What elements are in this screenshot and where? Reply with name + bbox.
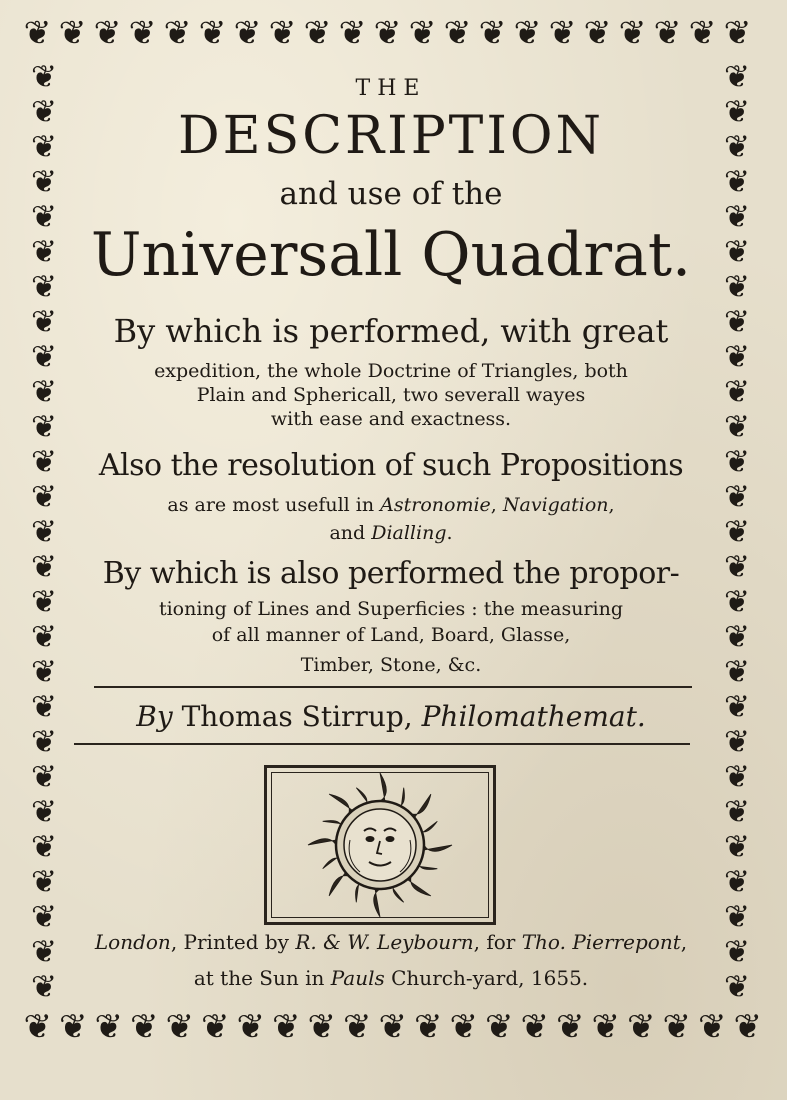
fleuron-icon: ❦ <box>338 13 367 52</box>
fleuron-icon: ❦ <box>733 1007 762 1047</box>
title-and-use: and use of the <box>279 176 503 212</box>
fleuron-icon: ❦ <box>723 13 752 52</box>
imprint-comma: , <box>680 930 688 954</box>
fleuron-icon: ❦ <box>130 1007 159 1047</box>
title-page-content <box>74 62 708 1002</box>
fleuron-icon: ❦ <box>724 479 750 515</box>
fleuron-icon: ❦ <box>548 13 577 52</box>
fleuron-icon: ❦ <box>31 934 57 970</box>
fleuron-icon: ❦ <box>485 1007 514 1047</box>
fleuron-icon: ❦ <box>31 794 57 830</box>
body-line-6-text: as are most usefull in <box>167 494 381 516</box>
divider-rule-bottom <box>74 743 690 745</box>
fleuron-icon: ❦ <box>31 94 57 130</box>
sun-ray <box>375 773 387 803</box>
fleuron-icon: ❦ <box>583 13 612 52</box>
fleuron-icon: ❦ <box>724 444 750 480</box>
body-line-9: tioning of Lines and Superficies : the measuring <box>158 598 624 620</box>
author-line <box>74 700 708 733</box>
fleuron-icon: ❦ <box>724 759 750 795</box>
fleuron-icon: ❦ <box>724 654 750 690</box>
fleuron-icon: ❦ <box>724 339 750 375</box>
fleuron-icon: ❦ <box>556 1007 585 1047</box>
fleuron-icon: ❦ <box>31 899 57 935</box>
fleuron-icon: ❦ <box>408 13 437 52</box>
imprint-printers: R. & W. Leybourn <box>295 930 474 954</box>
ornamental-border-top <box>20 10 755 62</box>
title-quadrat: Universall Quadrat. <box>90 220 692 290</box>
divider-rule-top <box>94 686 692 688</box>
fleuron-icon: ❦ <box>59 1007 88 1047</box>
imprint-churchyard: Church-yard, 1655. <box>384 966 589 990</box>
fleuron-icon: ❦ <box>724 304 750 340</box>
fleuron-icon: ❦ <box>520 1007 549 1047</box>
fleuron-icon: ❦ <box>31 724 57 760</box>
fleuron-icon: ❦ <box>272 1007 301 1047</box>
fleuron-icon: ❦ <box>724 199 750 235</box>
fleuron-icon: ❦ <box>591 1007 620 1047</box>
fleuron-icon: ❦ <box>31 654 57 690</box>
body-line-10: of all manner of Land, Board, Glasse, <box>211 624 571 646</box>
fleuron-icon: ❦ <box>31 549 57 585</box>
fleuron-icon: ❦ <box>31 304 57 340</box>
fleuron-icon: ❦ <box>662 1007 691 1047</box>
fleuron-icon: ❦ <box>128 13 157 52</box>
fleuron-icon: ❦ <box>303 13 332 52</box>
fleuron-icon: ❦ <box>618 13 647 52</box>
imprint-at-sun: at the Sun in <box>193 966 331 990</box>
fleuron-icon: ❦ <box>31 619 57 655</box>
fleuron-icon: ❦ <box>307 1007 336 1047</box>
fleuron-icon: ❦ <box>478 13 507 52</box>
body-line-3: Plain and Sphericall, two severall wayes <box>196 384 586 406</box>
fleuron-icon: ❦ <box>688 13 717 52</box>
sun-ray <box>374 887 386 917</box>
fleuron-icon: ❦ <box>724 62 750 95</box>
fleuron-icon: ❦ <box>31 444 57 480</box>
sun-printer-device <box>264 765 496 925</box>
sun-ray <box>308 839 338 851</box>
fleuron-icon: ❦ <box>31 759 57 795</box>
fleuron-icon: ❦ <box>724 374 750 410</box>
fleuron-icon: ❦ <box>31 374 57 410</box>
fleuron-icon: ❦ <box>724 794 750 830</box>
body-line-7 <box>74 522 708 544</box>
fleuron-icon: ❦ <box>724 689 750 725</box>
fleuron-icon: ❦ <box>165 1007 194 1047</box>
fleuron-icon: ❦ <box>513 13 542 52</box>
fleuron-icon: ❦ <box>163 13 192 52</box>
fleuron-icon: ❦ <box>443 13 472 52</box>
fleuron-icon: ❦ <box>724 164 750 200</box>
author-name: Thomas Stirrup, <box>181 700 422 733</box>
fleuron-icon: ❦ <box>31 689 57 725</box>
fleuron-icon: ❦ <box>201 1007 230 1047</box>
body-line-5: Also the resolution of such Propositions <box>98 448 684 483</box>
fleuron-icon: ❦ <box>31 864 57 900</box>
fleuron-icon: ❦ <box>31 409 57 445</box>
fleuron-icon: ❦ <box>31 269 57 305</box>
fleuron-icon: ❦ <box>23 1007 52 1047</box>
fleuron-icon: ❦ <box>94 1007 123 1047</box>
fleuron-icon: ❦ <box>233 13 262 52</box>
fleuron-icon: ❦ <box>724 549 750 585</box>
imprint-line-2 <box>74 966 708 990</box>
navigation-text: Navigation <box>502 494 609 516</box>
fleuron-icon: ❦ <box>724 864 750 900</box>
fleuron-icon: ❦ <box>724 94 750 130</box>
ornamental-border-left <box>18 62 70 1002</box>
fleuron-icon: ❦ <box>31 164 57 200</box>
fleuron-icon: ❦ <box>449 1007 478 1047</box>
title-the: THE <box>355 76 427 101</box>
fleuron-icon: ❦ <box>724 934 750 970</box>
fleuron-icon: ❦ <box>724 584 750 620</box>
author-by: By <box>136 700 182 733</box>
fleuron-icon: ❦ <box>31 969 57 1002</box>
dialling-text: Dialling <box>371 522 447 544</box>
imprint-london: London <box>94 930 171 954</box>
fleuron-icon: ❦ <box>198 13 227 52</box>
fleuron-icon: ❦ <box>724 129 750 165</box>
fleuron-icon: ❦ <box>724 724 750 760</box>
fleuron-icon: ❦ <box>58 13 87 52</box>
sun-ray <box>422 840 452 852</box>
fleuron-icon: ❦ <box>31 129 57 165</box>
body-line-1: By which is performed, with great <box>113 312 669 350</box>
fleuron-icon: ❦ <box>724 514 750 550</box>
body-line-2: expedition, the whole Doctrine of Triangles, both <box>154 360 628 382</box>
fleuron-icon: ❦ <box>23 13 52 52</box>
fleuron-icon: ❦ <box>724 969 750 1002</box>
fleuron-icon: ❦ <box>31 514 57 550</box>
body-line-8: By which is also performed the propor- <box>102 556 680 591</box>
period-text: . <box>446 522 453 544</box>
fleuron-icon: ❦ <box>698 1007 727 1047</box>
fleuron-icon: ❦ <box>31 62 57 95</box>
fleuron-icon: ❦ <box>236 1007 265 1047</box>
ornamental-border-right <box>708 62 766 1002</box>
body-line-6 <box>74 494 708 516</box>
fleuron-icon: ❦ <box>724 829 750 865</box>
comma-text: , <box>490 494 503 516</box>
title-description: DESCRIPTION <box>177 106 605 166</box>
ornamental-border-bottom <box>20 1002 765 1060</box>
fleuron-icon: ❦ <box>343 1007 372 1047</box>
imprint-line-1 <box>74 930 708 954</box>
fleuron-icon: ❦ <box>414 1007 443 1047</box>
fleuron-icon: ❦ <box>653 13 682 52</box>
imprint-for: , for <box>473 930 522 954</box>
body-line-7-text: and <box>329 522 372 544</box>
fleuron-icon: ❦ <box>724 899 750 935</box>
fleuron-icon: ❦ <box>31 234 57 270</box>
fleuron-icon: ❦ <box>31 339 57 375</box>
fleuron-icon: ❦ <box>93 13 122 52</box>
fleuron-icon: ❦ <box>378 1007 407 1047</box>
fleuron-icon: ❦ <box>724 234 750 270</box>
fleuron-icon: ❦ <box>724 269 750 305</box>
body-line-11: Timber, Stone, &c. <box>300 654 482 676</box>
comma-text: , <box>608 494 615 516</box>
fleuron-icon: ❦ <box>627 1007 656 1047</box>
fleuron-icon: ❦ <box>724 409 750 445</box>
sun-face-icon <box>267 768 493 922</box>
astronomie-text: Astronomie <box>380 494 491 516</box>
fleuron-icon: ❦ <box>31 829 57 865</box>
body-line-4: with ease and exactness. <box>270 408 512 430</box>
imprint-pauls: Pauls <box>330 966 385 990</box>
fleuron-icon: ❦ <box>373 13 402 52</box>
fleuron-icon: ❦ <box>31 479 57 515</box>
author-title: Philomathemat. <box>421 700 646 733</box>
fleuron-icon: ❦ <box>724 619 750 655</box>
fleuron-icon: ❦ <box>31 584 57 620</box>
fleuron-icon: ❦ <box>31 199 57 235</box>
imprint-printed-by: , Printed by <box>170 930 296 954</box>
fleuron-icon: ❦ <box>268 13 297 52</box>
imprint-publisher: Tho. Pierrepont <box>521 930 681 954</box>
